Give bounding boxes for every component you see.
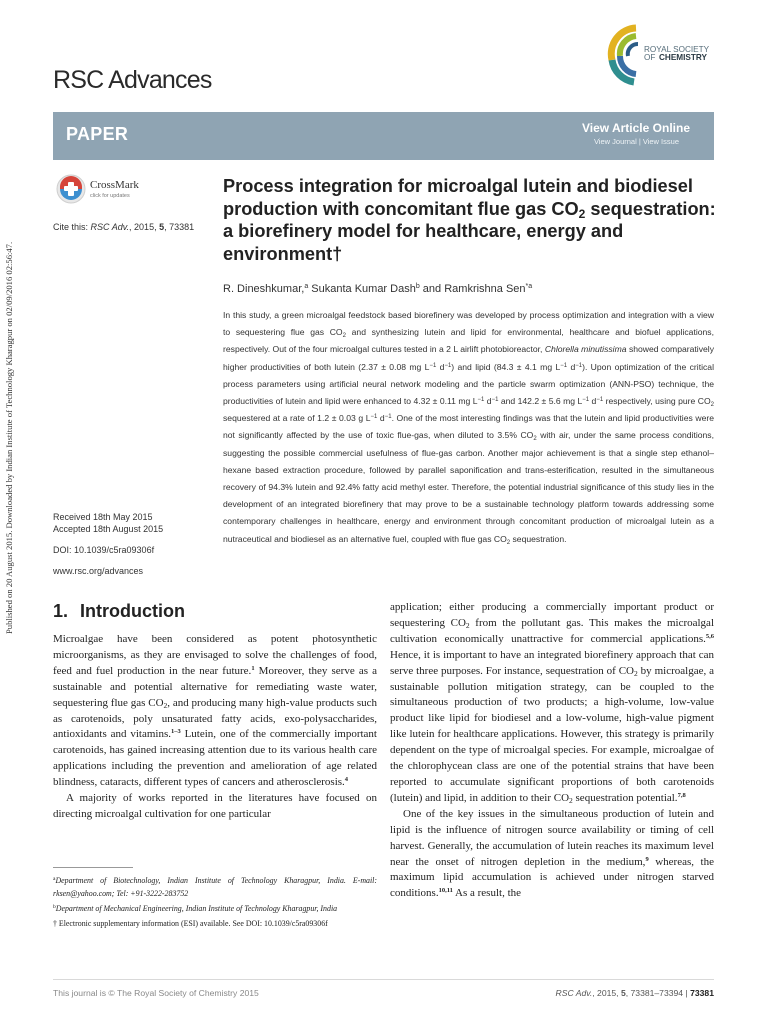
logo-line-1: ROYAL SOCIETY: [644, 45, 710, 54]
citation-ref[interactable]: 5,6: [705, 632, 714, 640]
body-left-column: [53, 632, 377, 823]
section-heading-introduction: 1. Introduction: [53, 601, 185, 621]
intro-paragraph-3: One of the key issues in the simultaneous production of lutein and lipid is the influence of nitrogen source availability or timing of cell harvest. Generally, the accumulation of lutein reaches its maximum level near the onset of nitrogen depletion in the medium,$^9$ whereas, the maximum lipid accumulation is achieved under nitrogen starved conditions.$^{10,11}$ As a result, the: [390, 807, 714, 900]
author-2[interactable]: Sukanta Kumar Dash: [308, 283, 416, 295]
intro-paragraph-2: A majority of works reported in the literatures have focused on directing microalgal cultivation for one particular: [53, 792, 377, 820]
citation-label: Cite this:: [53, 222, 89, 232]
author-3[interactable]: and Ramkrishna Sen: [419, 283, 526, 295]
citation-pages: , 73381: [164, 222, 195, 232]
citation-ref[interactable]: 9: [645, 855, 649, 863]
body-right-column: [390, 600, 714, 902]
footer-copyright: This journal is © The Royal Society of Chemistry 2015: [53, 988, 259, 998]
footer-citation: RSC Adv., 2015, 5, 73381–73394 | 73381: [555, 988, 714, 998]
citation-ref[interactable]: 1–3: [170, 728, 181, 736]
accepted-date: Accepted 18th August 2015: [53, 524, 164, 534]
citation-ref[interactable]: 7,8: [677, 791, 686, 799]
crossmark-subtitle: click for updates: [90, 193, 130, 199]
citation-ref[interactable]: 10,11: [438, 887, 453, 895]
abstract: In this study, a green microalgal feedstock based biorefinery was developed by process optimization and integration with a view to sequestering flue gas $CO_2$ and synthesizing lutein and lipid for environmental, healthcare and biofuel applications, respectively. Out of the four microalgal cultures tested in a 2 L airlift photobioreactor, Chlorella minutissima showed comparatively higher productivities of both lutein (2.37 ± 0.08 mg $L^{-1}$ $d^{-1}$) and lipid (84.3 ± 4.1 mg $L^{-1}$ $d^{-1}$). Upon optimization of the critical process parameters using artificial neural network modeling and the particle swarm optimization (ANN-PSO) technique, the productivities of lutein and lipid were enhanced to 4.32 ± 0.11 mg $L^{-1}$ $d^{-1}$ and 142.2 ± 5.6 mg $L^{-1}$ $d^{-1}$ respectively, using pure $CO_2$ sequestered at a rate of 1.2 ± 0.03 g $L^{-1}$ $d^{-1}$. One of the most interesting findings was that the lutein and lipid productivities were not significantly affected by the use of toxic flue-gas, when diluted to 3.5% $CO_2$ with air, under the same process conditions, suggesting the possible commercial usefulness of flue-gas carbon. Another major achievement is that a single step ethanol–hexane based extraction procedure, followed by parallel saponification and trans-esterification, resulted in the simultaneous recovery of 94.3% lutein and 92.4% fatty acid methyl ester. Therefore, the potential industrial significance of this study lies in the development of an integrated biorefinery that may prove to be a sustainable technology platform towards addressing some contemporary challenges in healthcare, energy and environment through concomitant production of microalgal lutein as a nutraceutical and biodiesel as an alternative fuel, coupled with flue gas $CO_2$ sequestration.: [223, 310, 714, 546]
citation-year: , 2015,: [129, 222, 160, 232]
crossmark-title: CrossMark: [90, 179, 139, 191]
article-type-banner: [53, 112, 714, 160]
author-1[interactable]: R. Dineshkumar,: [223, 283, 305, 295]
citation-volume: 5: [159, 222, 165, 232]
footer-divider: [53, 979, 714, 980]
footnote-affiliation-b: $^b$Department of Mechanical Engineering, Indian Institute of Technology Kharagpur, India: [53, 904, 338, 913]
crossmark-badge[interactable]: [56, 174, 156, 208]
logo-line-3: CHEMISTRY: [659, 53, 707, 62]
rsc-emblem-icon: [600, 20, 644, 92]
intro-paragraph-2-cont: application; either producing a commercially important product or sequestering $CO_2$ from the pollutant gas. This makes the microalgal cultivation economically unattractive for commercial applications.$^{5,6}$ Hence, it is important to have an integrated biorefinery approach that can serve three purposes. For instance, sequestration of $CO_2$ by microalgae, a sustainable pollution mitigation strategy, can be coupled to the simultaneous production of two products; a high-volume, low-value product like lipid for biodiesel and a low-volume, high-value pigment like lutein for healthcare applications. However, this strategy is primarily dependent on the type of microalgal species. For example, microalgae of the chlorophycean class are one of the potential strains that have been reported to accumulate significant proportions of both carotenoids (lutein) and lipid, in addition to their $CO_2$ sequestration potential.$^{7,8}$: [390, 601, 715, 805]
view-journal-issue-links[interactable]: View Journal | View Issue: [593, 137, 679, 146]
page-number: 73381: [690, 988, 714, 998]
author-list: R. Dineshkumar,$^a$ Sukanta Kumar Dash$^b$ and Ramkrishna Sen$^{*a}$: [223, 283, 533, 295]
citation-ref[interactable]: 4: [344, 776, 349, 784]
article-type-label: PAPER: [66, 124, 129, 144]
citation: [53, 222, 194, 232]
journal-website-link[interactable]: www.rsc.org/advances: [53, 566, 144, 576]
doi[interactable]: DOI: 10.1039/c5ra09306f: [53, 545, 155, 555]
logo-line-2: OF: [644, 53, 656, 62]
download-note: Published on 20 August 2015. Downloaded by Indian Institute of Technology Kharagpur on 02/09/2016 02:56:47.: [4, 241, 14, 634]
article-title: Process integration for microalgal lutein and biodiesel production with concomitant flue gas $CO_2$ sequestration: a biorefinery model for healthcare, energy and environment†: [223, 176, 716, 264]
intro-paragraph-1: Microalgae have been considered as potent photosynthetic microorganisms, as they are envisaged to solve the challenges of food, feed and fuel production in the near future.$^1$ Moreover, they serve as a sustainable and potential alternative for remediating waste water, sequestering flue gas $CO_2$, and producing many high-value products such as carotenoids, poly unsaturated fatty acids, exo-polysaccharides, antioxidants and vitamins.$^{1-3}$ Lutein, one of the commercially important carotenoids, has gained increasing attention due to its various health care applications including the prevention and amelioration of age related blindness, cataracts, different types of cancers and atherosclerosis.$^4$: [53, 633, 378, 789]
citation-journal: RSC Adv.: [90, 222, 130, 232]
footnotes: [53, 874, 377, 932]
received-date: Received 18th May 2015: [53, 512, 153, 522]
view-article-online-link[interactable]: View Article Online: [581, 121, 690, 135]
crossmark-icon: [56, 174, 86, 204]
citation-ref[interactable]: 1: [251, 664, 255, 672]
footnote-esi: † Electronic supplementary information (ESI) available. See DOI: 10.1039/c5ra09306f: [53, 919, 328, 928]
journal-name[interactable]: RSC Advances: [53, 66, 212, 94]
footnote-divider: [53, 867, 133, 868]
footnote-affiliation-a: $^a$Department of Biotechnology, Indian Institute of Technology Kharagpur, India. E-mail: rksen@yahoo.com; Tel: +91-3222-283752: [53, 876, 377, 898]
publisher-logo[interactable]: [600, 20, 720, 92]
